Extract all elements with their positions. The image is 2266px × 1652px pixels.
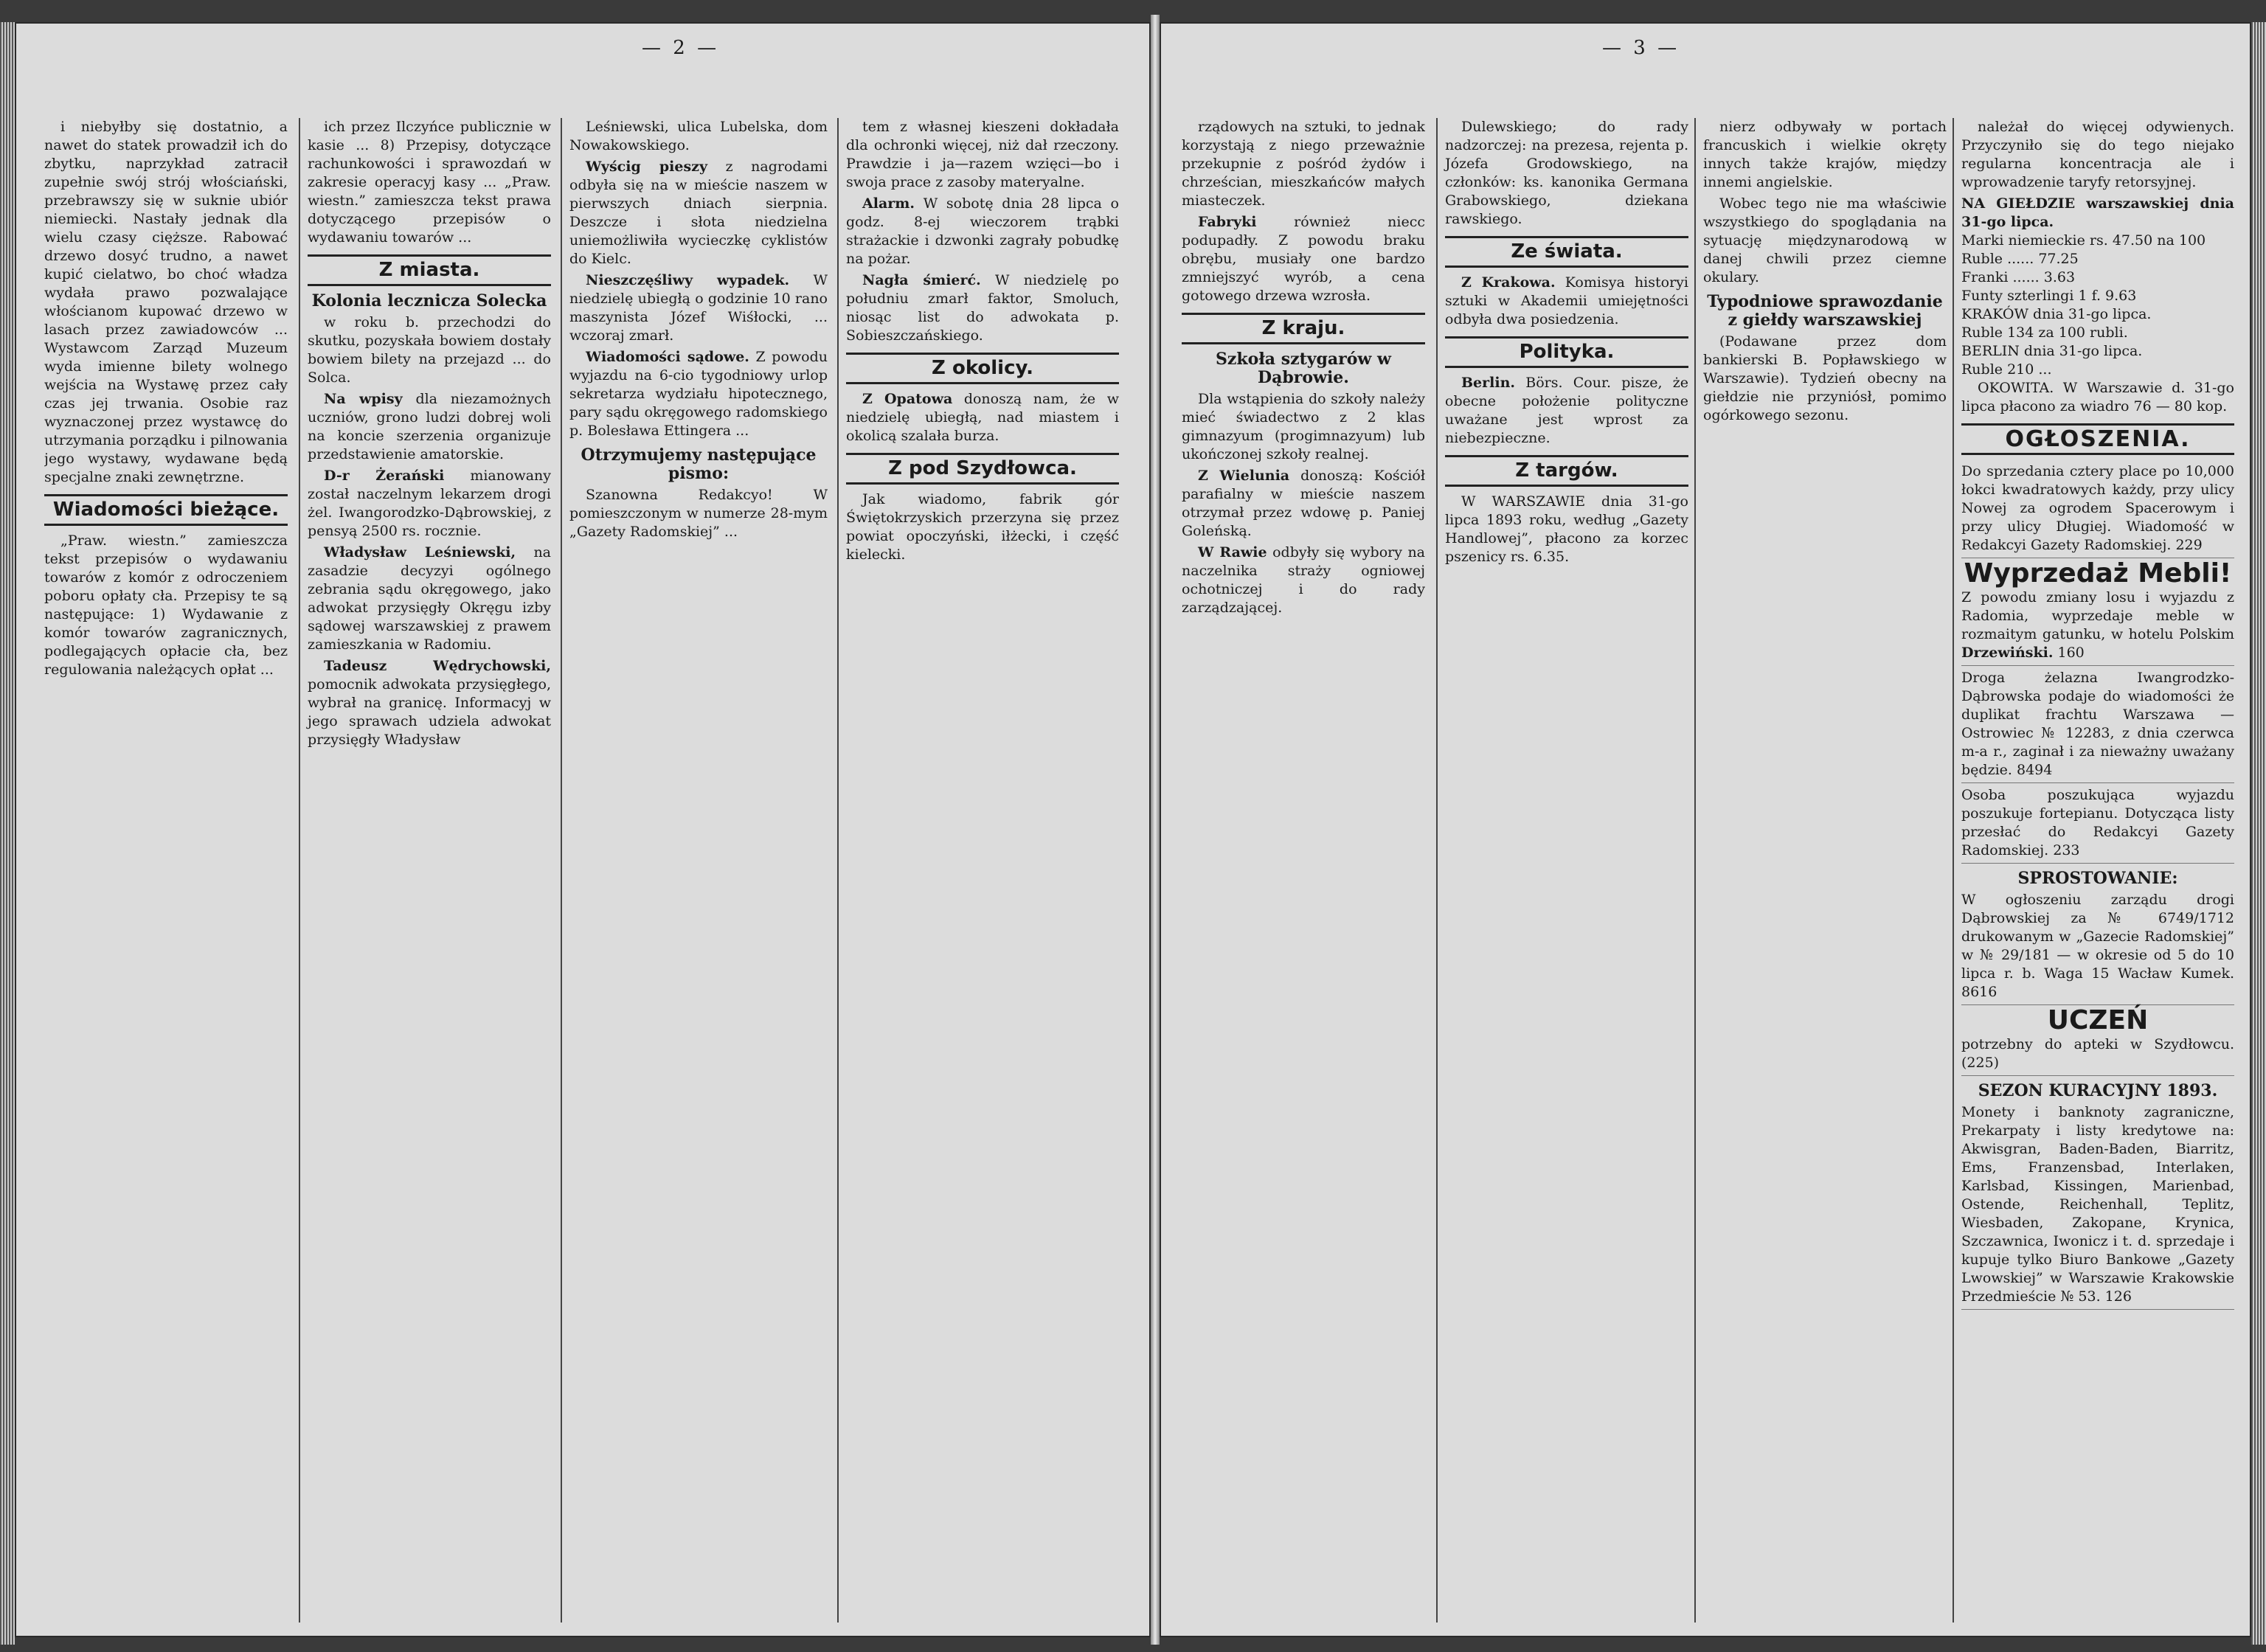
exchange-row: Funty szterlingi 1 f. 9.63 [1961,288,2137,304]
ad-number: 8494 [2017,762,2053,778]
article-heading: Szkoła sztygarów w Dąbrowie. [1216,350,1391,387]
exchange-row: Ruble 134 za 100 rubli. [1961,324,2128,341]
ad-number: 126 [2104,1288,2132,1305]
advertisement [1961,1035,2234,1076]
left-book-edge [0,22,15,1645]
article-heading: Z Krakowa. [1461,274,1556,291]
article-text: Wobec tego nie ma właściwie wszystkiego do spoglądania na sytuację międzynarodową w danej chwili przez ciemne okulary. [1703,195,1947,285]
exchange-row: Franki ...... 3.63 [1961,269,2076,285]
exchange-title: NA GIEŁDZIE warszawskiej dnia 31-go lipca. [1961,195,2234,230]
article-text: „Praw. wiestn.” zamieszcza tekst przepisów o wydawaniu towarów z komór z odroczeniem poboru opłaty cła. Przepisy te są następujące: 1) Wydawanie z komór towarów zagranicznych, podlegających opłacie cła, bez regulowania należących opłat ... [44,532,288,678]
ad-text: potrzebny do apteki w Szydłowcu. [1961,1036,2234,1052]
left-col-1 [44,118,288,1622]
article-heading: Alarm. [862,195,915,212]
ad-text: Droga żelazna Iwangrodzko-Dąbrowska podaje do wiadomości że duplikat frachtu Warszawa — Ostrowiec № 12283, z dnia czerwca m-a r., zaginał i za nieważny uważany będzie. [1961,670,2234,778]
article-heading: Nieszczęśliwy wypadek. [586,272,790,288]
article-heading: Nagła śmierć. [862,272,981,288]
article-text: tem z własnej kieszeni dokładała dla ochronki więcej, niż dał rzeczony. Prawdzie i ja—razem wzięci—bo i swoja prace z zasoby materyalne. [846,119,1119,190]
right-col-1 [1182,118,1425,1622]
article-heading: Na wpisy [324,391,403,407]
article-text: dla niezamożnych uczniów, grono ludzi dobrej woli na koncie szerzenia organizuje przedstawienie amatorskie. [308,391,551,462]
article-text: mianowany został naczelnym lekarzem drogi żel. Iwangorodzko-Dąbrowskiej, z pensyą 2500 rs. rocznie. [308,468,551,539]
article-text: na zasadzie decyzyi ogólnego zebrania sądu okręgowego, jako adwokat przysięgły Okręgu izby sądowej warszawskiej z prawem zamieszkania w Radomiu. [308,544,551,653]
section-title: Z pod Szydłowca. [846,453,1119,485]
ad-text: Z powodu zmiany losu i wyjazdu z Radomia, wyprzedaje meble w rozmaitym gatunku, w hotelu Polskim [1961,589,2234,642]
article-text: donoszą nam, że w niedzielę ubiegłą, nad miastem i okolicą szalała burza. [846,391,1119,444]
section-title: Z okolicy. [846,353,1119,384]
ad-title: Wyprzedaż Mebli! [1964,558,2232,589]
left-page [15,22,1151,1637]
section-title: Ze świata. [1445,236,1688,268]
article-heading: Otrzymujemy następujące pismo: [581,445,817,483]
article-text: Dla wstąpienia do szkoły należy mieć świadectwo z 2 klas gimnazyum (progimnazyum) lub ukończonej szkoły realnej. [1182,391,1425,462]
article-text: W niedzielę po południu zmarł faktor, Smoluch, niosąc list do adwokata p. Sobieszczańskiego. [846,272,1119,344]
ad-text: Osoba poszukująca wyjazdu poszukuje fortepianu. Dotycząca listy przesłać do Redakcyi Gazety Radomskiej. [1961,787,2234,858]
exchange-row: Ruble ...... 77.25 [1961,251,2079,267]
right-book-edge [2251,22,2266,1645]
advertisement [1961,462,2234,558]
right-col-3 [1694,118,1947,1622]
article-text: i niebyłby się dostatnio, a nawet do statek prowadził ich do zbytku, naprzykład zatracił zupełnie swój strój włościański, przebrawszy się w suknie ubiór niemiecki. Nastały jednak dla wielu czasy cięższe. Rabować drzewo dosyć trudno, a nawet kupić cielatwo, bo choć władza wydała prawo pozwalające włościanom kupować drzewo w lasach przez zawiadowców ... Wystawcom Zarząd Muzeum wyda imienne bilety wolnego wejścia na Wystawę przez cały czas jej trwania. Osobie raz wyznaczonej przez wystawcę do utrzymania porządku i pilnowania jego wystawy, wydawane będą specjalne znaki zewnętrzne. [44,119,288,485]
ad-number: 233 [2053,842,2080,858]
article-text: również niecc podupadły. Z powodu braku obrębu, musiały one bardzo zmniejszyć wyrób, a cena gotowego drzewa wzrosła. [1182,214,1425,304]
article-heading: Typodniowe sprawozdanie z giełdy warszawskiej [1707,292,1943,330]
article-text: rządowych na sztuki, to jednak korzystają z niego przeważnie przekupnie z pośród żydów i chrześcian, mieszkańców małych miasteczek. [1182,119,1425,209]
ad-text: Monety i banknoty zagraniczne, Prekarpaty i listy kredytowe na: Akwisgran, Baden-Baden, Biarritz, Ems, Franzensbad, Interlaken, Karlsbad, Kissingen, Marienbad, Ostende, Reichenhall, Teplitz, Wiesbaden, Zakopane, Krynica, Szczawnica, Iwonicz i t. d. sprzedaje i kupuje tylko Biuro Bankowe „Gazety Lwowskiej” w Warszawie Krakowskie Przedmieście № 53. [1961,1104,2234,1305]
article-text: ich przez Ilczyńce publicznie w kasie ... 8) Przepisy, dotyczące rachunkowości i sprawozdań w zakresie operacyj kasy ... „Praw. wiestn.” zamieszcza tekst prawa dotyczącego przepisów o wydawaniu towarów ... [308,119,551,246]
exchange-row: KRAKÓW dnia 31-go lipca. [1961,306,2152,322]
ad-text: Do sprzedania cztery place po 10,000 łokci kwadratowych każdy, przy ulicy Nowej za ogrodem Spacerowym i przy ulicy Długiej. Wiadomość w Redakcyi Gazety Radomskiej. [1961,463,2234,553]
okowita-text: OKOWITA. W Warszawie d. 31-go lipca płacono za wiadro 76 — 80 kop. [1961,380,2234,414]
article-text: należał do więcej odywienych. Przyczyniło się do tego niejako regularna koncentracja ale i wprowadzenie taryfy retorsyjnej. [1961,119,2234,190]
section-title: Polityka. [1445,336,1688,368]
exchange-row: Marki niemieckie rs. 47.50 na 100 [1961,232,2206,249]
article-heading: Kolonia lecznicza Solecka [311,291,547,310]
right-col-2 [1436,118,1688,1622]
article-text: Z powodu wyjazdu na 6-cio tygodniowy urlop sekretarza wydziału hipotecznego, pary sądu okręgowego radomskiego p. Bolesława Ettingera ... [569,349,828,439]
article-text: donoszą: Kościół parafialny w mieście naszem otrzymał przez wdowę p. Paniej Goleńską. [1182,468,1425,539]
section-title: Wiadomości bieżące. [44,494,288,526]
article-heading: Z Wielunia [1198,468,1290,484]
ad-number: 229 [2175,537,2203,553]
article-text: Jak wiadomo, fabrik gór Świętokrzyskich przerzyna się przez powiat opoczyński, iłżecki, i część kielecki. [846,491,1119,563]
article-heading: Tadeusz Wędrychowski, [324,658,551,674]
article-heading: Fabryki [1198,214,1257,230]
ad-title: SEZON KURACYJNY 1893. [1978,1081,2218,1100]
article-text: z nagrodami odbyła się na w mieście naszem w pierwszych dniach sierpnia. Deszcze i słota niedzielna uniemożliwiła wycieczkę cyklistów do Kielc. [569,159,828,267]
right-page [1160,22,2251,1637]
article-heading: Z Opatowa [862,391,953,407]
ad-number: (225) [1961,1055,2000,1071]
article-text: pomocnik adwokata przysięgłego, wybrał na granicę. Informacyj w jego sprawach udziela adwokat przysięgły Władysław [308,676,551,748]
page-number-right: — 3 — [1602,37,1680,59]
ads-title: OGŁOSZENIA. [1961,423,2234,455]
article-text: Komisya historyi sztuki w Akademii umiejętności odbyła dwa posiedzenia. [1445,274,1688,327]
article-text: (Podawane przez dom bankierski B. Popławskiego w Warszawie). Tydzień obecny na giełdzie nie przyniósł, pomimo ogórkowego sezonu. [1703,333,1947,423]
article-text: Börs. Cour. pisze, że obecne położenie polityczne uważane jest wprost za niebezpieczne. [1445,375,1688,446]
advertisement [1961,786,2234,864]
article-text: w roku b. przechodzi do skutku, pozyskała bowiem dostały bowiem bilety na przejazd ... do Solca. [308,314,551,386]
right-col-4 [1953,118,2234,1622]
exchange-row: BERLIN dnia 31-go lipca. [1961,343,2143,359]
advertisement [1961,1103,2234,1310]
article-text: Dulewskiego; do rady nadzorczej: na prezesa, rejenta p. Józefa Grodowskiego, na członków: ks. kanonika Germana Grabowskiego, dziekana rawskiego. [1445,119,1688,227]
ad-name: Drzewiński. [1961,645,2054,661]
article-text: Szanowna Redakcyo! W pomieszczonym w numerze 28-mym „Gazety Radomskiej” ... [569,487,828,540]
article-text: odbyły się wybory na naczelnika straży ogniowej ochotniczej i do rady zarządzającej. [1182,544,1425,616]
section-title: Z targów. [1445,455,1688,487]
section-title: Z kraju. [1182,313,1425,344]
advertisement [1961,669,2234,783]
article-heading: W Rawie [1198,544,1267,560]
advertisement [1961,891,2234,1005]
advertisement [1961,589,2234,666]
article-text: Leśniewski, ulica Lubelska, dom Nowakowskiego. [569,119,828,153]
ad-number: 8616 [1961,984,1998,1000]
left-col-3 [561,118,828,1622]
article-heading: Władysław Leśniewski, [324,544,516,560]
exchange-table [1961,232,2234,379]
exchange-row: Ruble 210 ... [1961,361,2052,378]
book-spine [1151,15,1160,1645]
left-col-4 [837,118,1119,1622]
article-heading: Berlin. [1461,375,1516,391]
article-heading: Wiadomości sądowe. [586,349,749,365]
article-text: W sobotę dnia 28 lipca o godz. 8-ej wieczorem trąbki strażackie i dzwonki zagrały pobudkę na pożar. [846,195,1119,267]
article-text: nierz odbywały w portach francuskich i wielkie okręty innych także krajów, między innemi angielskie. [1703,119,1947,190]
ad-title: UCZEŃ [2047,1005,2149,1035]
section-title: Z miasta. [308,254,551,286]
article-heading: Wyścig pieszy [586,159,707,175]
ad-number: 160 [2057,645,2085,661]
article-heading: D-r Żerański [324,468,445,484]
ad-text: W ogłoszeniu zarządu drogi Dąbrowskiej za № 6749/1712 drukowanym w „Gazecie Radomskiej” w № 29/181 — w okresie od 5 do 10 lipca r. b. Waga 15 Wacław Kumek. [1961,892,2234,982]
article-text: W niedzielę ubiegłą o godzinie 10 rano maszynista Józef Wiśłocki, ... wczoraj zmarł. [569,272,828,344]
article-text: W WARSZAWIE dnia 31-go lipca 1893 roku, według „Gazety Handlowej”, płacono za korzec pszenicy rs. 6.35. [1445,493,1688,565]
left-col-2 [299,118,551,1622]
ad-title: SPROSTOWANIE: [2017,869,2178,888]
page-number-left: — 2 — [642,37,720,59]
